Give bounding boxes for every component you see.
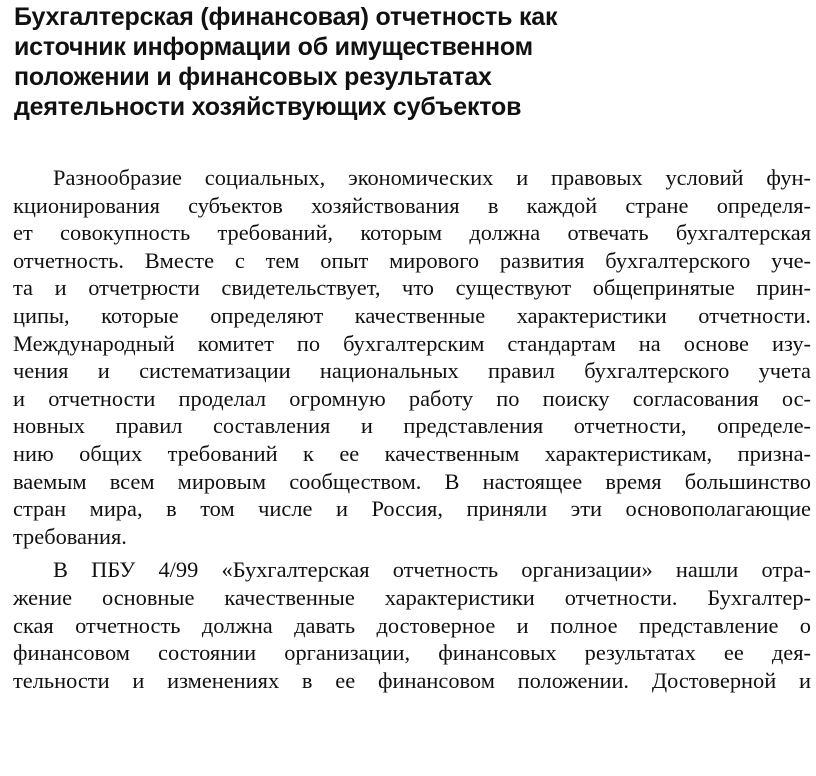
text-line: и отчетности проделал огромную работу по поиску согласования ос- xyxy=(13,385,811,411)
body-text xyxy=(13,164,811,700)
text-line: та и отчетрюсти свидетельствует, что существуют общепринятые прин- xyxy=(13,275,811,301)
text-line: Разнообразие социальных, экономических и правовых условий фун- xyxy=(53,165,811,190)
text-line: ваемым всем мировым сообществом. В настоящее время большинство xyxy=(13,468,811,494)
text-line: требования. xyxy=(13,523,127,549)
paragraph-2 xyxy=(13,556,811,694)
text-line: ципы, которые определяют качественные характеристики отчетности. xyxy=(13,302,811,328)
heading-line: деятельности хозяйствующих субъектов xyxy=(14,93,522,121)
text-line: отчетность. Вместе с тем опыт мирового развития бухгалтерского уче- xyxy=(13,247,811,273)
paragraph-1 xyxy=(13,164,811,550)
section-heading xyxy=(14,2,804,122)
heading-line: положении и финансовых результатах xyxy=(14,63,492,91)
text-line: ет совокупность требований, которым должна отвечать бухгалтерская xyxy=(13,220,811,246)
text-line: нию общих требований к ее качественным характеристикам, призна- xyxy=(13,440,811,466)
text-line: жение основные качественные характеристики отчетности. Бухгалтер- xyxy=(13,584,811,610)
text-line: чения и систематизации национальных правил бухгалтерского учета xyxy=(13,358,811,384)
text-line: кционирования субъектов хозяйствования в каждой стране определя- xyxy=(13,192,811,218)
text-line: В ПБУ 4/99 «Бухгалтерская отчетность организации» нашли отра- xyxy=(53,557,811,583)
heading-line: источник информации об имущественном xyxy=(14,33,533,61)
text-line: стран мира, в том числе и Россия, приняли эти основополагающие xyxy=(13,496,811,522)
text-line: ская отчетность должна давать достоверное и полное представление о xyxy=(13,612,811,638)
text-line: финансовом состоянии организации, финансовых результатах ее дея- xyxy=(13,640,811,666)
heading-line: Бухгалтерская (финансовая) отчетность как xyxy=(14,3,558,31)
text-line: тельности и изменениях в ее финансовом положении. Достоверной и xyxy=(13,667,811,693)
text-line: новных правил составления и представления отчетности, определе- xyxy=(13,413,811,439)
text-line: Международный комитет по бухгалтерским стандартам на основе изу- xyxy=(13,330,811,356)
